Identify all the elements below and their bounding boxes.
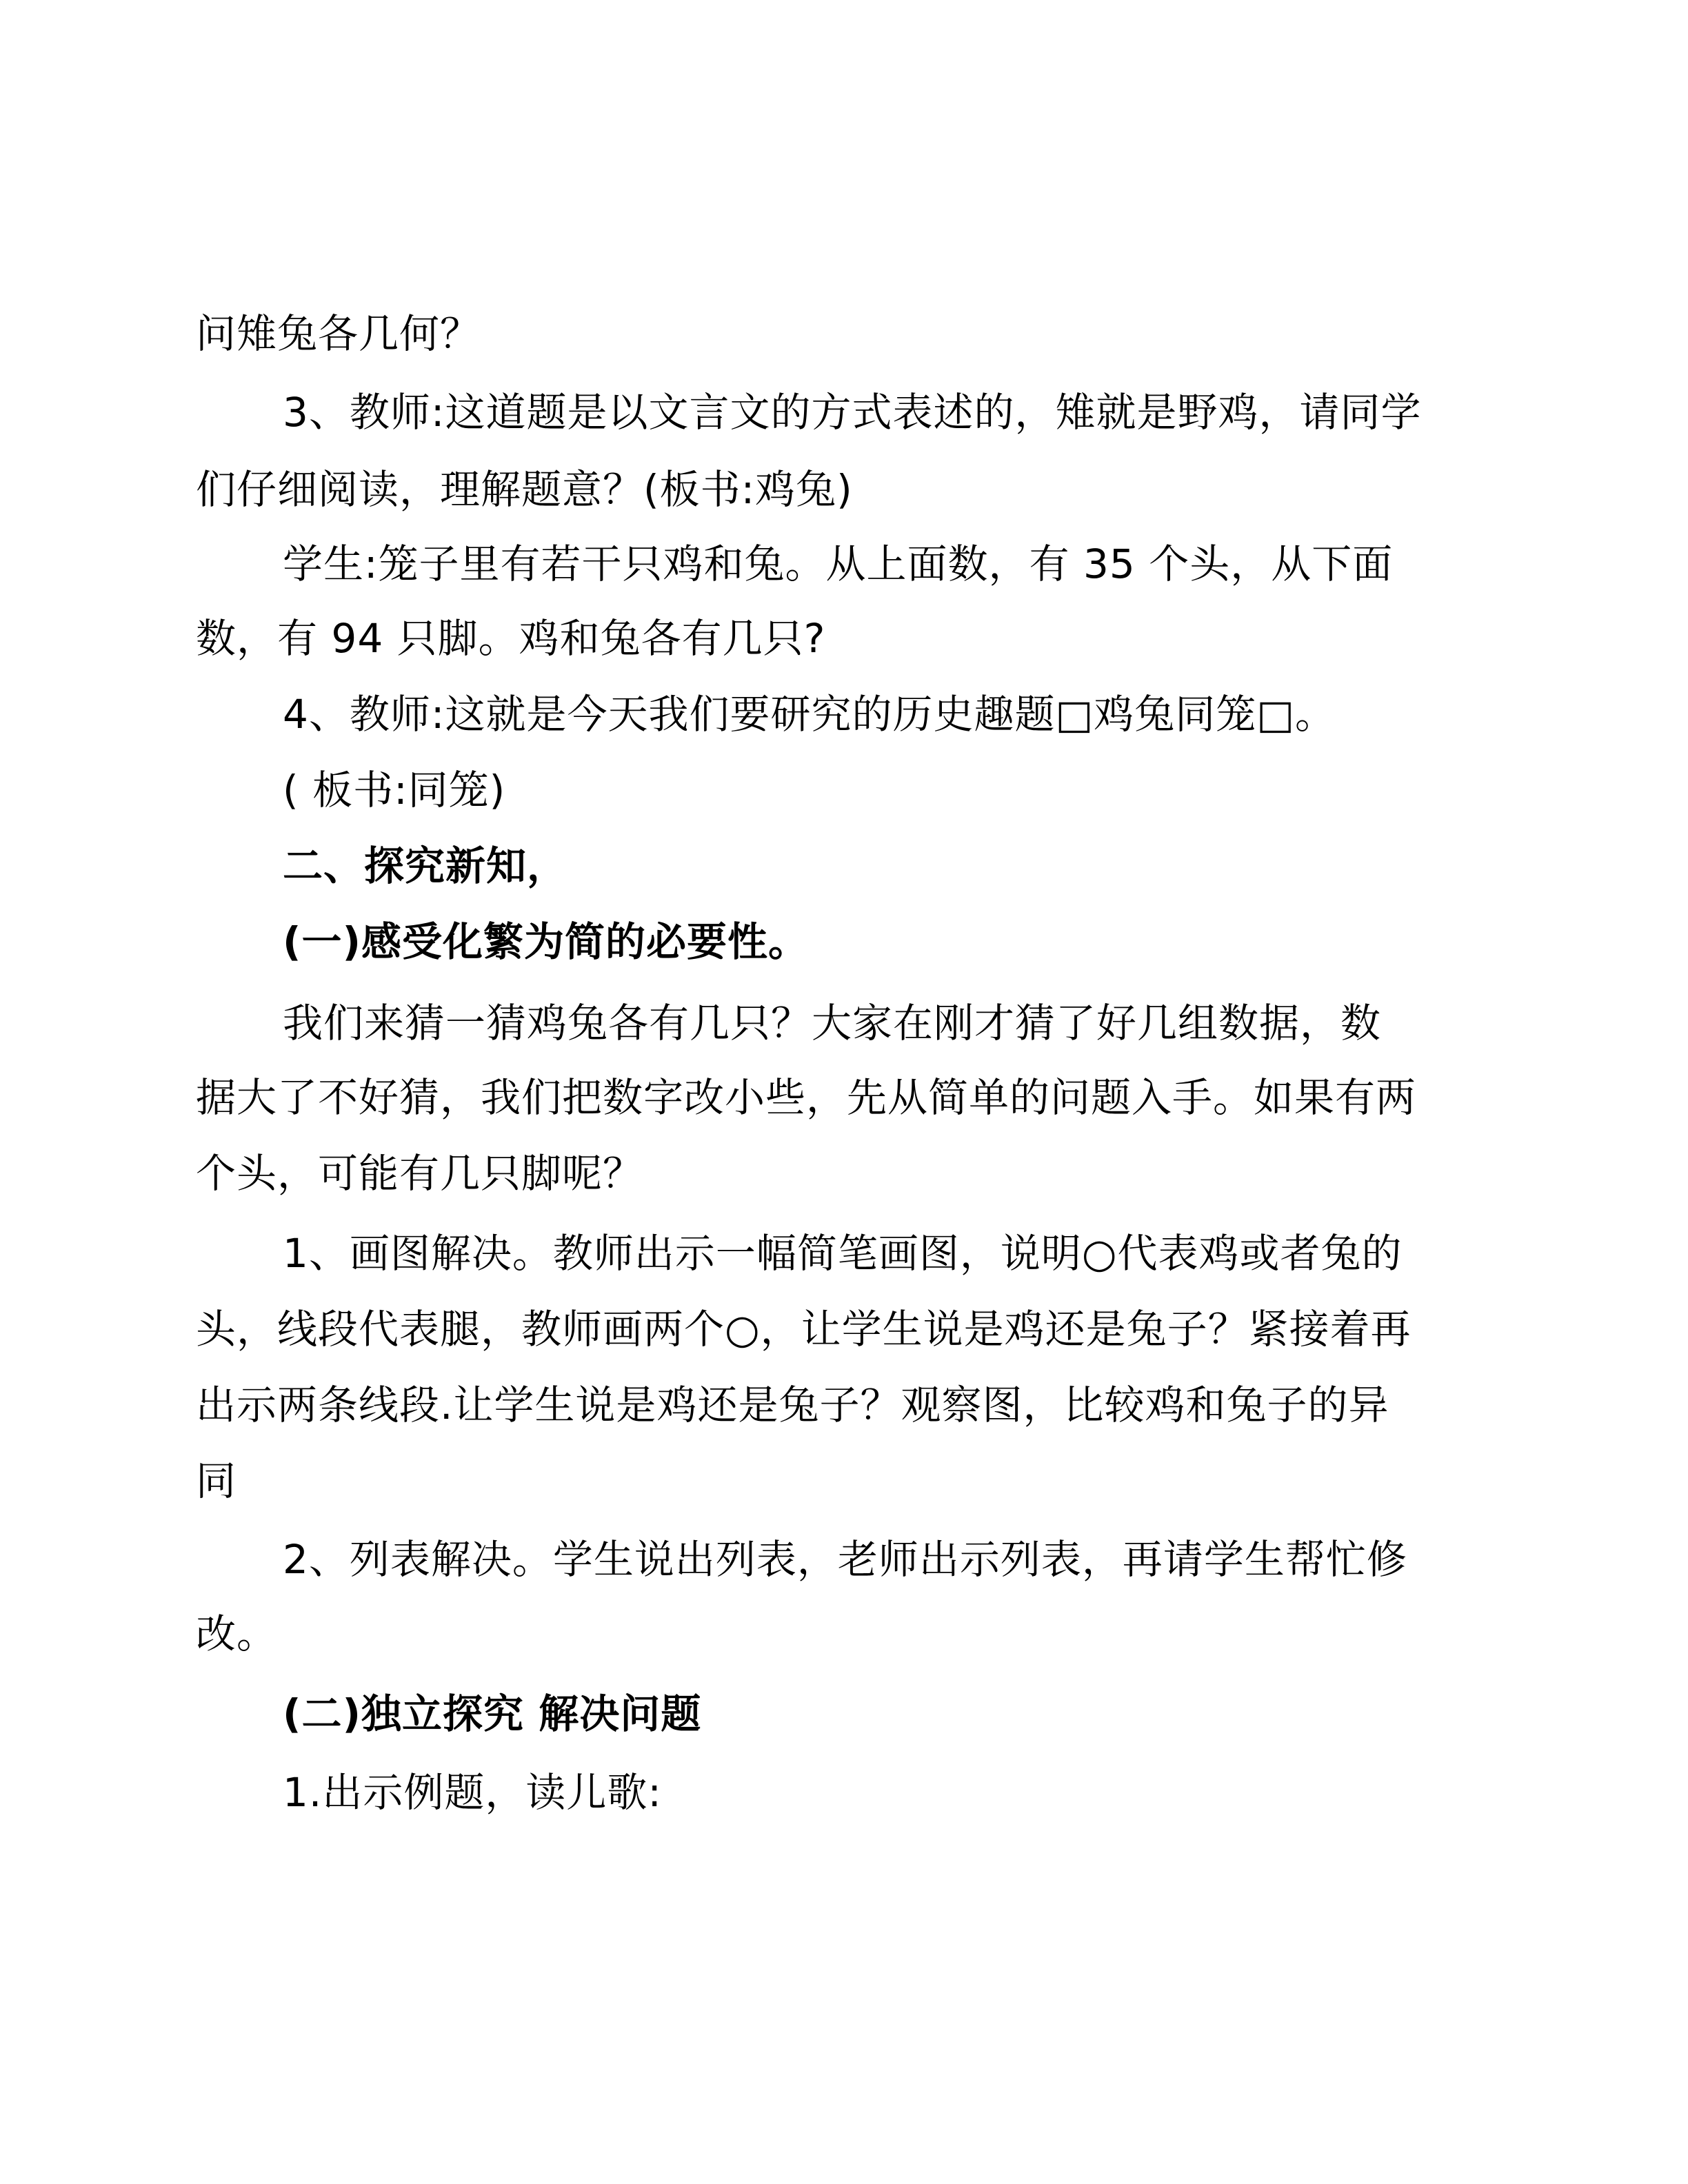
text-line: 同 [196, 1457, 237, 1504]
text-line: 问雉兔各几何？ [196, 310, 481, 357]
text-line: 数，有 94 只脚。鸡和兔各有几只? [196, 615, 826, 662]
subsection-heading: (二)独立探究 解决问题 [283, 1690, 702, 1737]
text-line: 3、教师:这道题是以文言文的方式表述的，雉就是野鸡，请同学 [283, 389, 1422, 436]
text-line: 们仔细阅读，理解题意？(板书:鸡兔) [196, 466, 853, 513]
text-line: 1.出示例题，读儿歌: [283, 1769, 662, 1816]
text-line: 1、画图解决。教师出示一幅简笔画图，说明○代表鸡或者兔的 [283, 1230, 1403, 1277]
text-line: ( 板书:同笼) [283, 767, 506, 813]
text-line: 个头，可能有几只脚呢？ [196, 1150, 644, 1197]
text-line: 2、列表解决。学生说出列表，老师出示列表，再请学生帮忙修 [283, 1536, 1407, 1583]
subsection-heading: (一)感受化繁为简的必要性。 [283, 918, 810, 965]
section-heading: 二、探究新知， [283, 842, 568, 889]
text-line: 头，线段代表腿，教师画两个○，让学生说是鸡还是兔子？紧接着再 [196, 1306, 1411, 1353]
text-line: 改。 [196, 1610, 278, 1657]
text-line: 学生:笼子里有若干只鸡和兔。从上面数，有 35 个头，从下面 [283, 540, 1394, 587]
text-line: 据大了不好猜，我们把数字改小些，先从简单的问题入手。如果有两 [196, 1074, 1417, 1121]
text-line: 出示两条线段.让学生说是鸡还是兔子？观察图，比较鸡和兔子的异 [196, 1382, 1389, 1428]
text-line: 4、教师:这就是今天我们要研究的历史趣题□鸡兔同笼□。 [283, 691, 1336, 738]
text-line: 我们来猜一猜鸡兔各有几只？大家在刚才猜了好几组数据，数 [283, 1000, 1382, 1046]
